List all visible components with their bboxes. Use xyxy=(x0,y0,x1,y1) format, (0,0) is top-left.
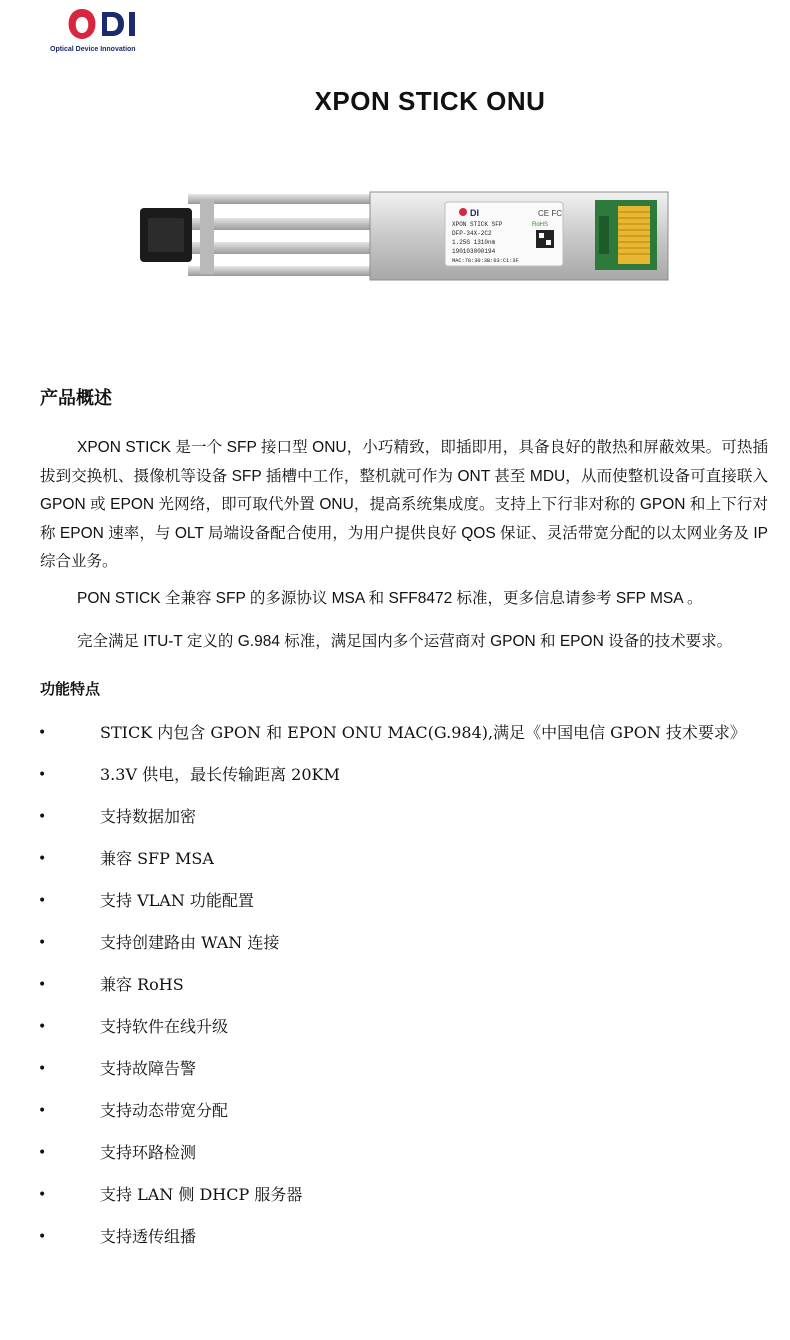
feature-item xyxy=(0,1216,790,1258)
bullet-icon: • xyxy=(38,1187,47,1203)
bullet-icon: • xyxy=(38,851,47,867)
feature-item xyxy=(0,838,790,880)
bullet-icon: • xyxy=(38,1061,47,1077)
svg-text:CE FC: CE FC xyxy=(538,209,562,218)
feature-item xyxy=(0,1048,790,1090)
feature-item xyxy=(0,754,790,796)
bullet-icon: • xyxy=(38,1019,47,1035)
feature-text: 3.3V 供电，最长传输距离 20KM xyxy=(100,765,340,784)
bullet-icon: • xyxy=(38,767,47,783)
feature-text: 支持创建路由 WAN 连接 xyxy=(100,933,280,952)
feature-text: 兼容 RoHS xyxy=(100,975,184,994)
svg-text:XPON STICK SFP: XPON STICK SFP xyxy=(452,221,503,228)
logo-tagline: Optical Device Innovation xyxy=(50,46,136,53)
feature-item xyxy=(0,1174,790,1216)
svg-text:1.25G 1310nm: 1.25G 1310nm xyxy=(452,239,496,246)
svg-text:DFP-34X-2C2: DFP-34X-2C2 xyxy=(452,230,492,237)
svg-text:190103000194: 190103000194 xyxy=(452,248,496,255)
feature-item xyxy=(0,796,790,838)
overview-paragraph-1: XPON STICK 是一个 SFP 接口型 ONU，小巧精致，即插即用，具备良好的散热和屏蔽效果。可热插拔到交换机、摄像机等设备 SFP 插槽中工作，整机就可作为 ONT 甚至 MDU，从而使整机设备可直接联入 GPON 或 EPON 光网络，即可取代外置 ONU，提高系统集成度。支持上下行非对称的 GPON 和上下行对称 EPON 速率，与 OLT 局端设备配合使用，为用户提供良好 QOS 保证、灵活带宽分配的以太网业务及 IP 综合业务。 xyxy=(40,439,768,570)
feature-item xyxy=(0,1006,790,1048)
feature-text: 支持透传组播 xyxy=(100,1227,197,1246)
svg-text:RoHS: RoHS xyxy=(532,222,549,228)
feature-text: 兼容 SFP MSA xyxy=(100,849,214,868)
bullet-icon: • xyxy=(38,725,47,741)
feature-item xyxy=(0,712,790,754)
bullet-icon: • xyxy=(38,935,47,951)
feature-item xyxy=(0,1132,790,1174)
feature-text: 支持故障告警 xyxy=(100,1059,197,1078)
feature-text: 支持动态带宽分配 xyxy=(100,1101,229,1120)
company-logo xyxy=(50,6,160,54)
feature-item xyxy=(0,1090,790,1132)
bullet-icon: • xyxy=(38,893,47,909)
bullet-icon: • xyxy=(38,977,47,993)
bullet-icon: • xyxy=(38,1103,47,1119)
feature-text: 支持软件在线升级 xyxy=(100,1017,229,1036)
overview-paragraph-3: 完全满足 ITU-T 定义的 G.984 标准，满足国内多个运营商对 GPON 和 EPON 设备的技术要求。 xyxy=(77,633,733,650)
feature-text: 支持 VLAN 功能配置 xyxy=(100,891,254,910)
svg-text:DI: DI xyxy=(470,208,479,218)
feature-text: STICK 内包含 GPON 和 EPON ONU MAC(G.984),满足《中国电信 GPON 技术要求》 xyxy=(100,723,746,742)
overview-heading: 产品概述 xyxy=(40,388,112,408)
page-title: XPON STICK ONU xyxy=(314,86,546,116)
feature-item xyxy=(0,922,790,964)
svg-text:MAC:78:30:3B:03:C1:3F: MAC:78:30:3B:03:C1:3F xyxy=(452,258,519,264)
feature-text: 支持环路检测 xyxy=(100,1143,197,1162)
features-list xyxy=(0,712,790,1258)
overview-paragraph-2: PON STICK 全兼容 SFP 的多源协议 MSA 和 SFF8472 标准，更多信息请参考 SFP MSA 。 xyxy=(77,590,703,607)
bullet-icon: • xyxy=(38,1145,47,1161)
bullet-icon: • xyxy=(38,809,47,825)
feature-text: 支持数据加密 xyxy=(100,807,197,826)
feature-item xyxy=(0,964,790,1006)
features-heading: 功能特点 xyxy=(40,681,101,698)
odi-logo-mark xyxy=(66,6,146,42)
feature-text: 支持 LAN 侧 DHCP 服务器 xyxy=(100,1185,303,1204)
feature-item xyxy=(0,880,790,922)
xpon-stick-product-image xyxy=(140,190,670,290)
bullet-icon: • xyxy=(38,1229,47,1245)
